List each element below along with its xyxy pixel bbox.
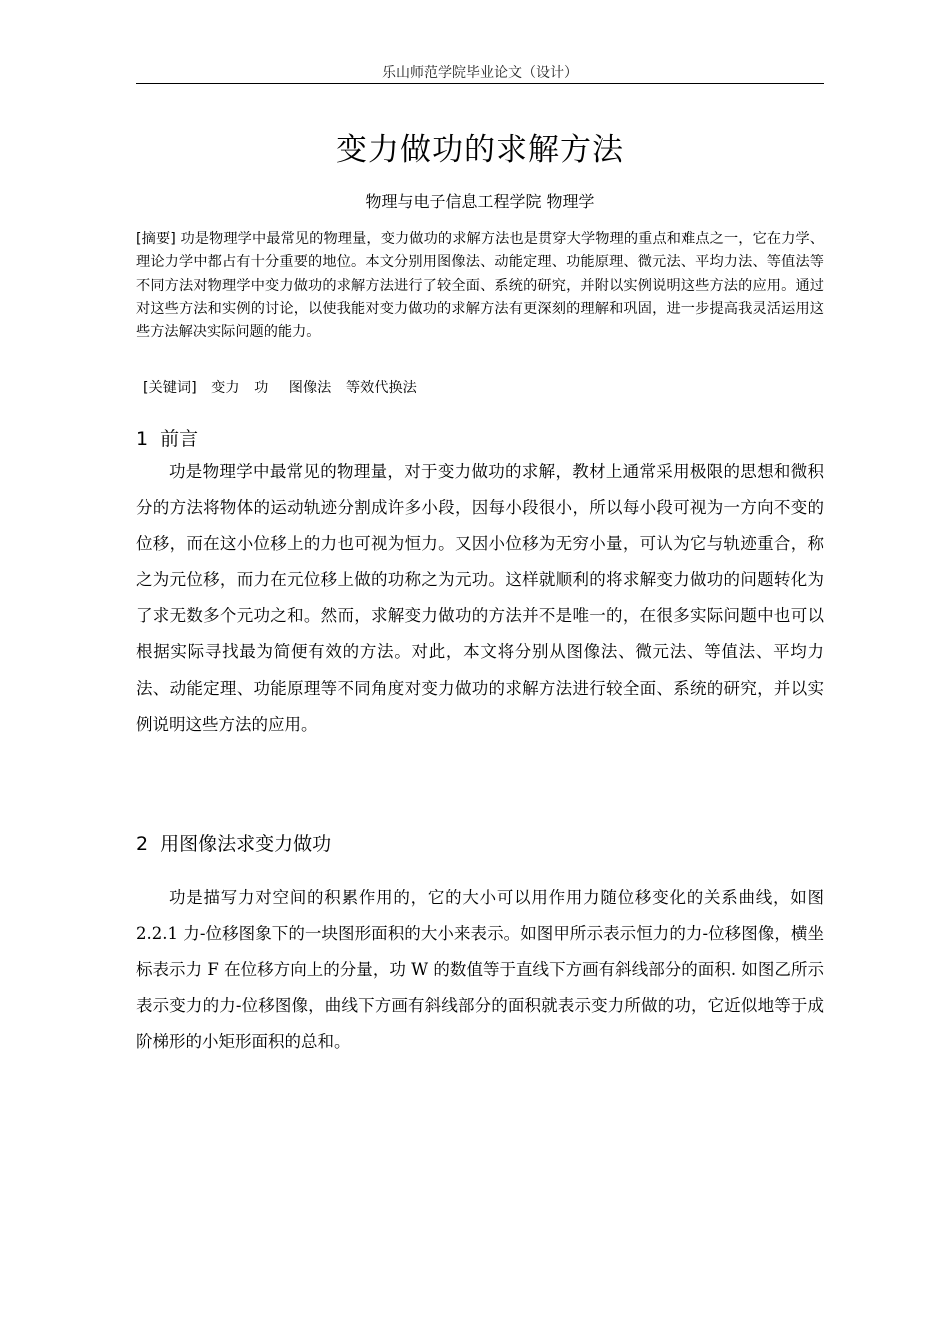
keyword: 图像法 (288, 380, 332, 396)
abstract-label: [摘要] (136, 231, 176, 247)
running-header: 乐山师范学院毕业论文（设计） (382, 65, 578, 81)
affiliation: 物理与电子信息工程学院 物理学 (365, 192, 595, 211)
abstract (136, 228, 824, 344)
section-heading-introduction (136, 425, 824, 453)
section-title: 用图像法求变力做功 (160, 833, 332, 855)
keyword: 变力 (211, 380, 240, 396)
keywords-label: [关键词] (143, 380, 197, 396)
page-title: 变力做功的求解方法 (336, 132, 624, 168)
section-paragraph: 功是描写力对空间的积累作用的，它的大小可以用作用力随位移变化的关系曲线，如图 2.2.1 力-位移图象下的一块图形面积的大小来表示。如图甲所示表示恒力的力-位移图像，横坐标表示力 F 在位移方向上的分量，功 W 的数值等于直线下方画有斜线部分的面积. 如图乙所示表示变力的力-位移图像，曲线下方画有斜线部分的面积就表示变力所做的功，它近似地等于成阶梯形的小矩形面积的总和。 (136, 888, 824, 1052)
keywords (143, 376, 823, 400)
keyword: 功 (254, 380, 269, 396)
section-paragraph: 功是物理学中最常见的物理量，对于变力做功的求解，教材上通常采用极限的思想和微积分的方法将物体的运动轨迹分割成许多小段，因每小段很小，所以每小段可视为一方向不变的位移，而在这小位移上的力也可视为恒力。又因小位移为无穷小量，可认为它与轨迹重合，称之为元位移，而力在元位移上做的功称之为元功。这样就顺利的将求解变力做功的问题转化为了求无数多个元功之和。然而，求解变力做功的方法并不是唯一的，在很多实际问题中也可以根据实际寻找最为简便有效的方法。对此，本文将分别从图像法、微元法、等值法、平均力法、动能定理、功能原理等不同角度对变力做功的求解方法进行较全面、系统的研究，并以实例说明这些方法的应用。 (136, 462, 824, 734)
section-number: 2 (136, 833, 149, 855)
abstract-text: 功是物理学中最常见的物理量，变力做功的求解方法也是贯穿大学物理的重点和难点之一，它在力学、理论力学中都占有十分重要的地位。本文分别用图像法、动能定理、功能原理、微元法、平均力法、等值法等不同方法对物理学中变力做功的求解方法进行了较全面、系统的研究，并附以实例说明这些方法的应用。通过对这些方法和实例的讨论，以使我能对变力做功的求解方法有更深刻的理解和巩固，进一步提高我灵活运用这些方法解决实际问题的能力。 (136, 231, 824, 341)
header-divider (136, 83, 824, 84)
section-number: 1 (136, 428, 149, 450)
keyword: 等效代换法 (345, 380, 417, 396)
section-title: 前言 (160, 428, 199, 450)
section-heading-graph-method (136, 830, 824, 858)
